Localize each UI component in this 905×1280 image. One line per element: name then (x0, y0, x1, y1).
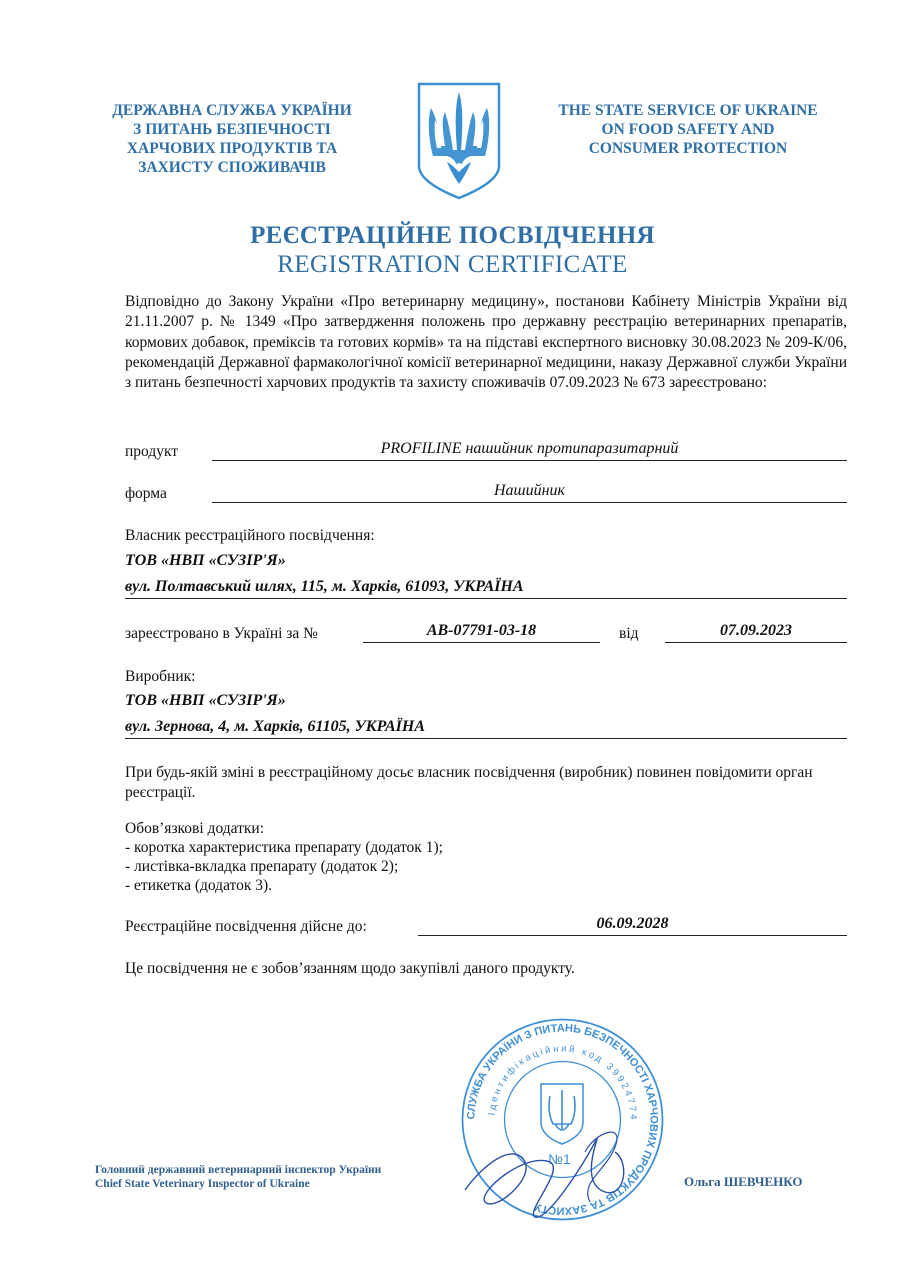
form-field (212, 482, 847, 503)
certificate-title-en: REGISTRATION CERTIFICATE (277, 251, 628, 278)
stamp-outer-text: СЛУЖБА УКРАЇНИ З ПИТАНЬ БЕЗПЕЧНОСТІ ХАРЧОВИХ ПРОДУКТІВ ТА ЗАХИСТУ (465, 1022, 660, 1217)
official-stamp (455, 1012, 670, 1227)
registration-number-field (363, 622, 600, 643)
attachment-item: - етикетка (додаток 3). (125, 877, 273, 894)
preamble-paragraph: Відповідно до Закону України «Про ветеринарну медицину», постанови Кабінету Міністрів України від 21.11.2007 р. № 1349 «Про затвердження положень про державну реєстрацію ветеринарних препаратів, кормових добавок, преміксів та готових кормів» та на підставі експертного висновку 30.08.2023 № 209-К/06, рекомендацій Державної фармакологічної комісії ветеринарної медицини, наказу Державної служби України з питань безпечності харчових продуктів та захисту споживачів 07.09.2023 № 673 зареєстровано: (125, 293, 847, 392)
owner-label: Власник реєстраційного посвідчення: (125, 527, 375, 544)
validity-date: 06.09.2028 (596, 915, 669, 932)
agency-en-line: ON FOOD SAFETY AND (601, 121, 775, 138)
manufacturer-label: Виробник: (125, 668, 196, 685)
product-value: PROFILINE нашийник протипаразитарний (380, 440, 679, 457)
registration-date-field (665, 622, 847, 643)
signatory-title-uk: Головний державний ветеринарний інспектор України (95, 1164, 382, 1176)
signatory-name: Ольга ШЕВЧЕНКО (684, 1174, 803, 1189)
signatory-title (95, 1163, 381, 1191)
agency-uk-line: ЗАХИСТУ СПОЖИВАЧІВ (138, 159, 326, 176)
manufacturer-address: вул. Зернова, 4, м. Харків, 61105, УКРАЇНА (125, 718, 847, 739)
attachments-label: Обов’язкові додатки: (125, 820, 265, 837)
agency-uk-line: З ПИТАНЬ БЕЗПЕЧНОСТІ (133, 121, 331, 138)
signatory-title-en: Chief State Veterinary Inspector of Ukraine (95, 1178, 310, 1190)
attachment-item: - листівка-вкладка препарату (додаток 2); (125, 858, 399, 875)
agency-en-line: CONSUMER PROTECTION (588, 140, 788, 157)
form-value: Нашийник (493, 482, 566, 499)
agency-name-uk (82, 101, 382, 177)
registration-date-label: від (619, 625, 639, 642)
validity-label: Реєстраційне посвідчення дійсне до: (125, 918, 367, 935)
change-notice: При будь-якій зміні в реєстраційному досьє власник посвідчення (виробник) повинен повідомити орган реєстрації. (125, 764, 813, 801)
manufacturer-name: ТОВ «НВП «СУЗІР'Я» (125, 692, 286, 709)
agency-name-en (538, 101, 838, 158)
stamp-number: №1 (548, 1151, 571, 1167)
certificate-title-uk: РЕЄСТРАЦІЙНЕ ПОСВІДЧЕННЯ (250, 222, 655, 249)
product-field (212, 440, 847, 461)
form-label: форма (125, 485, 167, 502)
validity-field (418, 915, 847, 936)
product-label: продукт (125, 443, 179, 460)
agency-uk-line: ХАРЧОВИХ ПРОДУКТІВ ТА (126, 140, 338, 157)
attachment-item: - коротка характеристика препарату (додаток 1); (125, 839, 443, 856)
agency-uk-line: ДЕРЖАВНА СЛУЖБА УКРАЇНИ (112, 102, 352, 119)
registration-label: зареєстровано в Україні за № (125, 625, 318, 642)
stamp-inner-text: Ідентифікаційний код 39924774 (486, 1043, 639, 1123)
registration-date: 07.09.2023 (720, 622, 792, 639)
owner-address: вул. Полтавський шлях, 115, м. Харків, 61093, УКРАЇНА (125, 578, 847, 599)
coat-of-arms-icon (415, 80, 503, 200)
registration-number: АВ-07791-03-18 (426, 622, 537, 639)
disclaimer: Це посвідчення не є зобов’язанням щодо закупівлі даного продукту. (125, 960, 575, 977)
owner-name: ТОВ «НВП «СУЗІР'Я» (125, 552, 286, 569)
agency-en-line: THE STATE SERVICE OF UKRAINE (558, 102, 818, 119)
